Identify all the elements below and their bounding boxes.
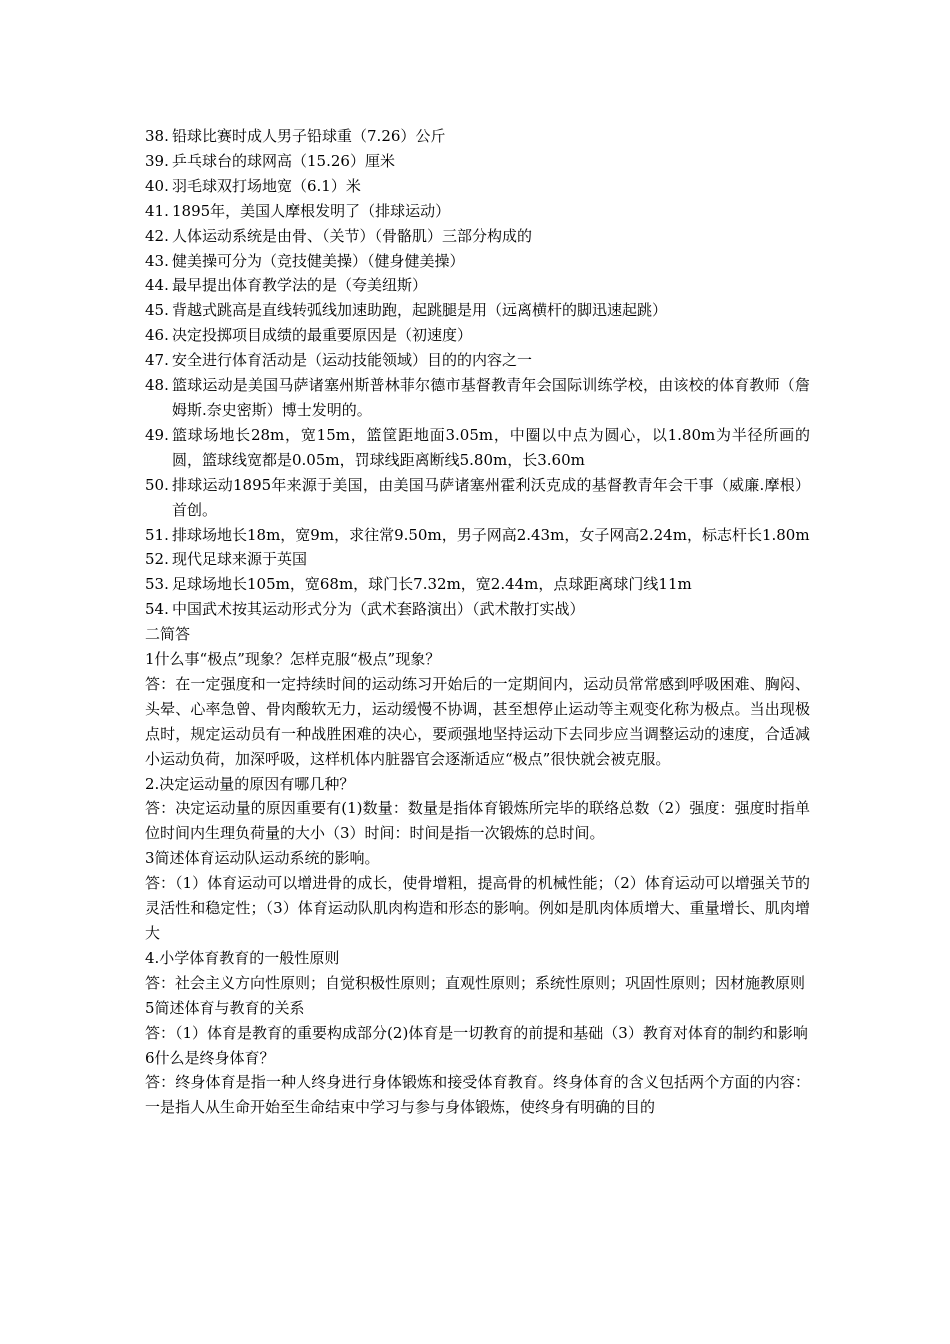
list-item <box>145 348 810 373</box>
item-number: 43. <box>145 251 169 270</box>
question: 2.决定运动量的原因有哪几种？ <box>145 774 355 793</box>
list-item <box>145 523 810 548</box>
list-item <box>145 423 810 473</box>
list-item <box>145 597 810 622</box>
item-text: 安全进行体育活动是（运动技能领域）目的的内容之一 <box>172 351 533 370</box>
list-item <box>145 174 810 199</box>
item-text: 篮球场地长28m，宽15m，篮筐距地面3.05m，中圈以中点为圆心，以1.80m为半径所画的圆，篮球线宽都是0.05m，罚球线距离断线5.80m，长3.60m <box>172 425 810 469</box>
list-item <box>145 273 810 298</box>
item-number: 39. <box>145 151 169 170</box>
answer: 答：终身体育是指一种人终身进行身体锻炼和接受体育教育。终身体育的含义包括两个方面的内容：一是指人从生命开始至生命结束中学习与参与身体锻炼，使终身有明确的目的 <box>145 1073 810 1117</box>
item-text: 羽毛球双打场地宽（6.1）米 <box>172 176 361 195</box>
item-number: 42. <box>145 226 169 245</box>
question: 3简述体育运动队运动系统的影响。 <box>145 849 380 868</box>
item-number: 51. <box>145 525 169 544</box>
list-item <box>145 298 810 323</box>
item-number: 44. <box>145 276 169 295</box>
item-number: 50. <box>145 475 169 494</box>
item-number: 41. <box>145 201 169 220</box>
item-number: 53. <box>145 575 169 594</box>
list-item <box>145 249 810 274</box>
item-text: 乒乓球台的球网高（15.26）厘米 <box>172 151 395 170</box>
item-text: 背越式跳高是直线转弧线加速助跑，起跳腿是用（远离横杆的脚迅速起跳） <box>172 301 668 320</box>
item-number: 40. <box>145 176 169 195</box>
list-item <box>145 547 810 572</box>
section-title: 二简答 <box>145 625 191 644</box>
list-item <box>145 373 810 423</box>
list-item <box>145 224 810 249</box>
item-text: 足球场地长105m，宽68m，球门长7.32m，宽2.44m，点球距离球门线11m <box>172 575 692 594</box>
answer: 答：（1）体育是教育的重要构成部分(2)体育是一切教育的前提和基础（3）教育对体育的制约和影响 <box>145 1023 808 1042</box>
item-text: 人体运动系统是由骨、（关节）（骨骼肌）三部分构成的 <box>172 226 533 245</box>
item-text: 排球场地长18m，宽9m，求往常9.50m，男子网高2.43m，女子网高2.24m，标志杆长1.80m <box>172 525 810 544</box>
answer: 答：决定运动量的原因重要有(1)数量：数量是指体育锻炼所完毕的联络总数（2）强度：强度时指单位时间内生理负荷量的大小（3）时间：时间是指一次锻炼的总时间。 <box>145 799 810 843</box>
list-item <box>145 323 810 348</box>
item-text: 篮球运动是美国马萨诸塞州斯普林菲尔德市基督教青年会国际训练学校，由该校的体育教师（詹姆斯.奈史密斯）博士发明的。 <box>172 376 810 419</box>
item-text: 决定投掷项目成绩的最重要原因是（初速度） <box>172 326 473 345</box>
item-text: 铅球比赛时成人男子铅球重（7.26）公斤 <box>172 127 446 145</box>
item-text: 排球运动1895年来源于美国，由美国马萨诸塞州霍利沃克成的基督教青年会干事（威廉.摩根）首创。 <box>172 475 810 519</box>
item-text: 健美操可分为（竞技健美操）（健身健美操） <box>172 251 465 270</box>
answer: 答：社会主义方向性原则；自觉积极性原则；直观性原则；系统性原则；巩固性原则；因材施教原则 <box>145 973 806 992</box>
item-number: 47. <box>145 351 169 370</box>
item-text: 最早提出体育教学法的是（夸美纽斯） <box>172 276 428 295</box>
item-number: 49. <box>145 425 169 444</box>
item-number: 45. <box>145 301 169 320</box>
list-item <box>145 199 810 224</box>
item-text: 现代足球来源于英国 <box>172 550 308 569</box>
list-item <box>145 572 810 597</box>
question: 5简述体育与教育的关系 <box>145 998 305 1017</box>
answer: 答：（1）体育运动可以增进骨的成长，使骨增粗，提高骨的机械性能；（2）体育运动可以增强关节的灵活性和稳定性；（3）体育运动队肌肉构造和形态的影响。例如是肌肉体质增大、重量增长、肌肉增大 <box>145 874 810 942</box>
answer: 答：在一定强度和一定持续时间的运动练习开始后的一定期间内，运动员常常感到呼吸困难、胸闷、头晕、心率急曾、骨肉酸软无力，运动缓慢不协调，甚至想停止运动等主观变化称为极点。当出现极点时，规定运动员有一种战胜困难的决心，要顽强地坚持运动下去同步应当调整运动的速度，合适减小运动负荷，加深呼吸，这样机体内脏器官会逐渐适应“极点”很快就会被克服。 <box>145 674 810 768</box>
document-page <box>145 124 810 1120</box>
item-number: 38. <box>145 127 169 145</box>
list-item <box>145 149 810 174</box>
item-text: 1895年，美国人摩根发明了（排球运动） <box>172 201 451 220</box>
list-item <box>145 473 810 523</box>
question: 4.小学体育教育的一般性原则 <box>145 948 340 967</box>
question: 1什么事“极点”现象？怎样克服“极点”现象？ <box>145 650 441 669</box>
item-number: 46. <box>145 326 169 345</box>
question: 6什么是终身体育？ <box>145 1048 275 1067</box>
numbered-list <box>145 124 810 622</box>
item-text: 中国武术按其运动形式分为（武术套路演出）（武术散打实战） <box>172 600 585 619</box>
list-item <box>145 124 810 149</box>
item-number: 52. <box>145 550 169 569</box>
item-number: 48. <box>145 376 169 395</box>
item-number: 54. <box>145 600 169 619</box>
